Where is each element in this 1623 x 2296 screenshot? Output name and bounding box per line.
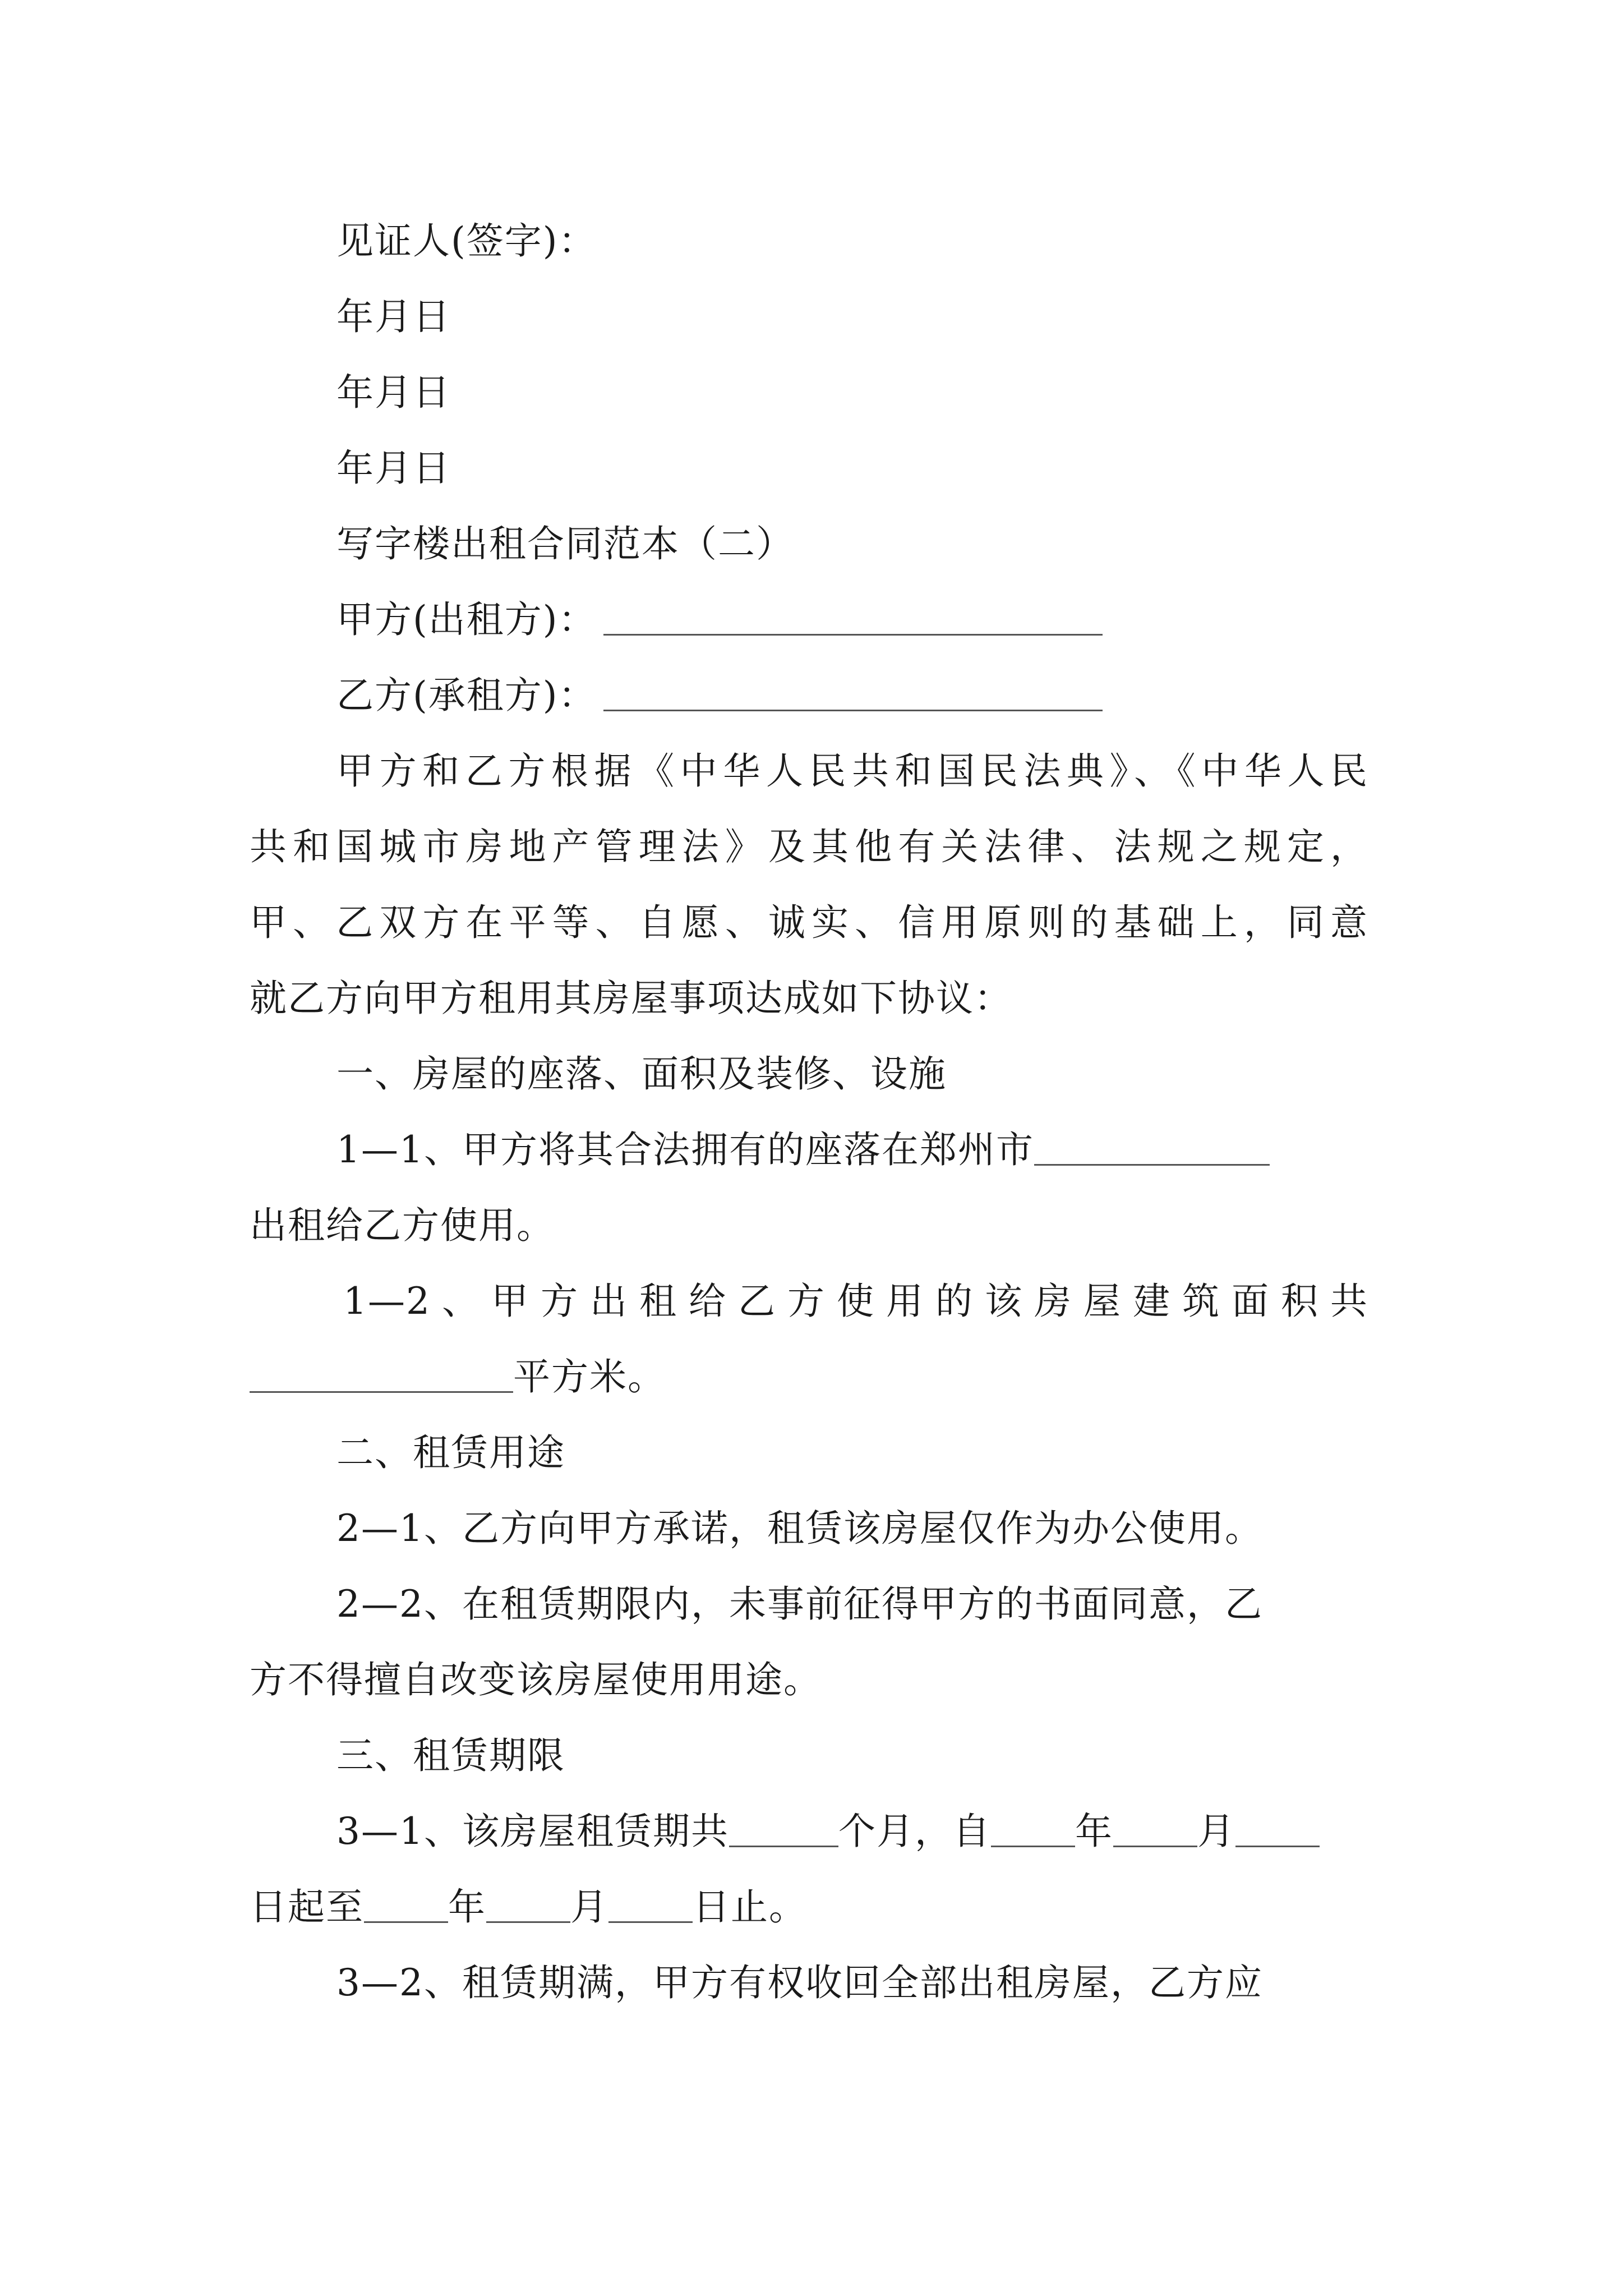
start-year-blank: [991, 1840, 1075, 1847]
clause-2-2-continued: [250, 1655, 822, 1705]
end-month-blank: [486, 1916, 570, 1923]
party-b-line: [336, 670, 1103, 721]
clause-text: 2—2、在租赁期限内，未事前征得甲方的书面同意，乙: [336, 1582, 1263, 1626]
clause-2-1: [336, 1503, 1263, 1554]
section-heading-text: 二、租赁用途: [336, 1431, 565, 1474]
start-day-blank: [1235, 1840, 1320, 1847]
intro-paragraph-line: [250, 822, 1368, 872]
party-b-blank: [603, 704, 1103, 711]
party-a-label: 甲方(出租方)：: [336, 598, 597, 641]
clause-text: 个月，自: [838, 1810, 991, 1853]
clause-text: 2—1、乙方向甲方承诺，租赁该房屋仅作为办公使用。: [336, 1507, 1263, 1550]
witness-signature-line: [336, 216, 597, 266]
clause-3-1-continued: [250, 1882, 807, 1932]
intro-paragraph-line: [250, 898, 1368, 948]
section-heading: [336, 1049, 947, 1099]
clause-2-2: [336, 1579, 1263, 1630]
clause-text: 1—2、甲方出租给乙方使用的该房屋建筑面积共: [343, 1280, 1368, 1323]
clause-3-2: [336, 1958, 1263, 2008]
clause-text: 月: [570, 1885, 608, 1929]
area-blank: [250, 1386, 513, 1393]
party-a-line: [336, 595, 1103, 645]
date-text: 年月日: [336, 295, 451, 338]
section-heading: [336, 1428, 565, 1478]
clause-1-2: [343, 1276, 1368, 1327]
paragraph-text: 甲方和乙方根据《中华人民共和国民法典》、《中华人民: [336, 749, 1368, 793]
date-text: 年月日: [336, 371, 451, 414]
section-heading-text: 三、租赁期限: [336, 1734, 565, 1777]
clause-1-1-continued: [250, 1200, 555, 1251]
intro-paragraph-line: [250, 973, 1012, 1024]
clause-text: 3—1、该房屋租赁期共: [336, 1810, 729, 1853]
location-blank: [1034, 1158, 1270, 1166]
witness-label: 见证人(签字)：: [336, 219, 597, 263]
paragraph-text: 共和国城市房地产管理法》及其他有关法律、法规之规定，: [250, 825, 1368, 868]
section-heading-text: 一、房屋的座落、面积及装修、设施: [336, 1052, 947, 1096]
clause-text: 平方米。: [513, 1355, 666, 1398]
months-blank: [729, 1840, 838, 1847]
date-line: [336, 367, 451, 418]
clause-text: 出租给乙方使用。: [250, 1204, 555, 1247]
clause-text: 年: [1075, 1810, 1113, 1853]
date-text: 年月日: [336, 447, 451, 490]
clause-1-1: [336, 1125, 1270, 1175]
start-month-blank: [1113, 1840, 1197, 1847]
paragraph-text: 就乙方向甲方租用其房屋事项达成如下协议：: [250, 977, 1012, 1020]
clause-3-1: [336, 1806, 1320, 1857]
clause-text: 年: [448, 1885, 486, 1929]
clause-text: 月: [1197, 1810, 1235, 1853]
section-heading: [336, 1731, 565, 1781]
clause-1-2-continued: [250, 1352, 666, 1402]
clause-text: 3—2、租赁期满，甲方有权收回全部出租房屋，乙方应: [336, 1961, 1263, 2004]
contract-title: [336, 519, 794, 569]
end-year-blank: [364, 1916, 448, 1923]
paragraph-text: 甲、乙双方在平等、自愿、诚实、信用原则的基础上，同意: [250, 901, 1368, 944]
clause-text: 日起至: [250, 1885, 364, 1929]
intro-paragraph-line: [336, 746, 1368, 797]
clause-text: 1—1、甲方将其合法拥有的座落在郑州市: [336, 1128, 1034, 1171]
date-line: [336, 292, 451, 342]
clause-text: 日止。: [693, 1885, 807, 1929]
contract-title-text: 写字楼出租合同范本（二）: [336, 522, 794, 565]
end-day-blank: [608, 1916, 693, 1923]
date-line: [336, 443, 451, 494]
clause-text: 方不得擅自改变该房屋使用用途。: [250, 1658, 822, 1701]
party-a-blank: [603, 628, 1103, 636]
party-b-label: 乙方(承租方)：: [336, 674, 597, 717]
